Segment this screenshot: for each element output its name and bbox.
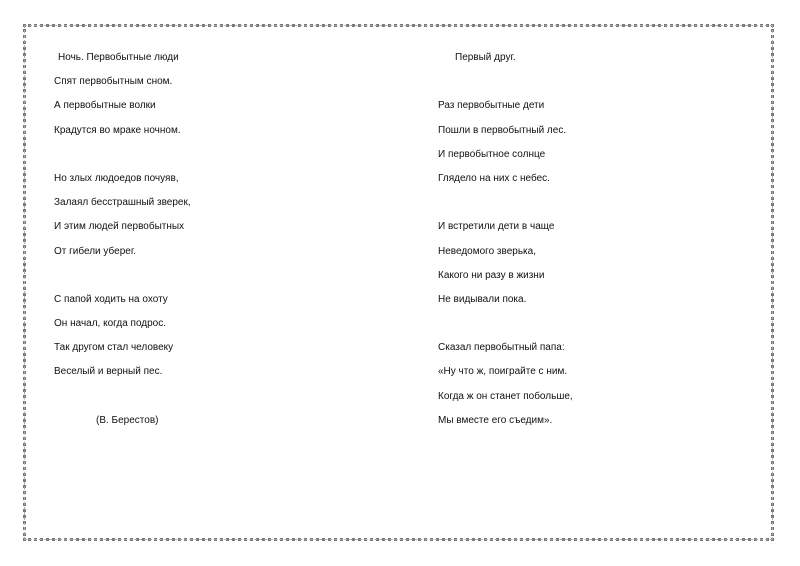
poem-line: Глядело на них с небес. — [438, 172, 550, 184]
stanza — [54, 76, 191, 149]
left-poem-title: Ночь. Первобытные люди — [58, 52, 179, 63]
stanza — [438, 221, 573, 318]
poem-line: И первобытное солнце — [438, 148, 546, 160]
right-poem-title: Первый друг. — [455, 52, 516, 63]
poem-line: Раз первобытные дети — [438, 100, 545, 112]
poem-line: С папой ходить на охоту — [54, 293, 168, 305]
poem-line: Когда ж он станет побольше, — [438, 390, 573, 402]
poem-line: От гибели уберег. — [54, 245, 137, 257]
poem-line: Залаял бесстрашный зверек, — [54, 197, 191, 209]
poem-line: Пошли в первобытный лес. — [438, 124, 567, 136]
poem-line: Сказал первобытный папа: — [438, 342, 565, 354]
poem-line: Неведомого зверька, — [438, 245, 536, 257]
poem-line: Так другом стал человеку — [54, 342, 174, 354]
stanza — [438, 100, 573, 197]
poem-line: Крадутся во мраке ночном. — [54, 124, 181, 136]
stanza — [54, 173, 191, 270]
right-poem — [438, 52, 573, 463]
poem-line: Он начал, когда подрос. — [54, 318, 167, 330]
left-poem — [54, 52, 191, 439]
poem-line: «Ну что ж, поиграйте с ним. — [438, 366, 568, 378]
poem-line: Спят первобытным сном. — [54, 76, 173, 88]
poem-line: И этим людей первобытных — [54, 221, 185, 233]
poem-line: Мы вместе его съедим». — [438, 414, 553, 426]
poem-line: Веселый и верный пес. — [54, 366, 163, 378]
poem-line: А первобытные волки — [54, 100, 156, 112]
poem-line: Какого ни разу в жизни — [438, 269, 545, 281]
left-poem-stanzas — [54, 76, 191, 390]
right-poem-stanzas — [438, 100, 573, 439]
stanza — [54, 294, 191, 391]
left-poem-author: (В. Берестов) — [96, 414, 159, 426]
stanza — [438, 342, 573, 439]
poem-line: Не видывали пока. — [438, 293, 527, 305]
poem-line: Но злых людоедов почуяв, — [54, 172, 179, 184]
poem-line: И встретили дети в чаще — [438, 221, 555, 233]
